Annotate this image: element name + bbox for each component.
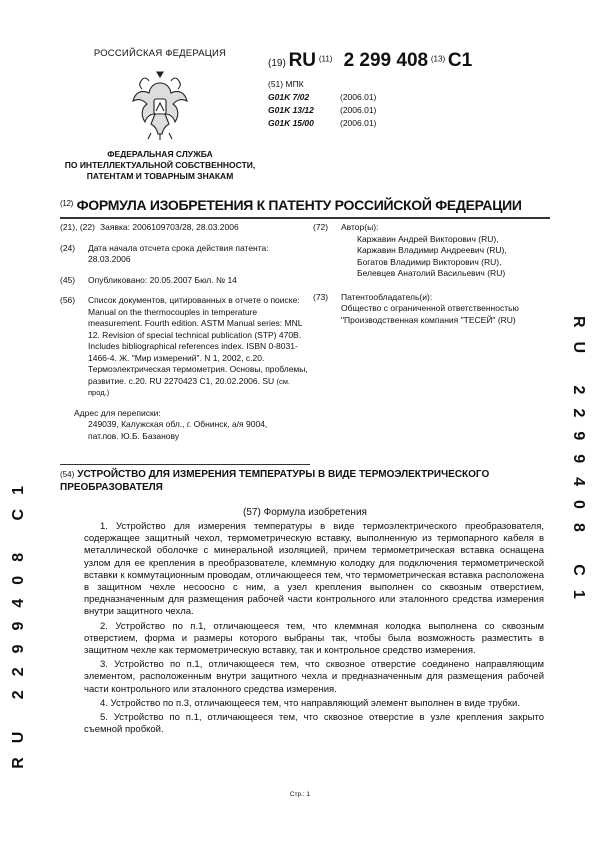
author-name: Богатов Владимир Викторович (RU), xyxy=(357,256,502,267)
claims-heading: (57) Формула изобретения xyxy=(243,507,367,518)
agency-name xyxy=(60,149,260,182)
ipc-entry: G01K 15/00 (2006.01) xyxy=(268,118,377,128)
document-title-text: ФОРМУЛА ИЗОБРЕТЕНИЯ К ПАТЕНТУ РОССИЙСКОЙ ФЕДЕРАЦИИ xyxy=(76,197,522,213)
field-code: (54) xyxy=(60,470,75,479)
address-line: пат.пов. Ю.Б. Базанову xyxy=(88,430,180,441)
ipc-entry: G01K 13/12 (2006.01) xyxy=(268,105,377,115)
patent-number: 2 299 408 xyxy=(343,50,429,71)
address-line: 249039, Калужская обл., г. Обнинск, а/я 9004, xyxy=(88,419,268,429)
author-name: Белевцев Анатолий Васильевич (RU) xyxy=(357,268,506,278)
page-number: Стр.: 1 xyxy=(289,791,311,798)
publication-date: 20.05.2007 Бюл. № 14 xyxy=(149,274,237,285)
biblio-left-column xyxy=(60,222,308,442)
invention-title-text: УСТРОЙСТВО ДЛЯ ИЗМЕРЕНИЯ ТЕМПЕРАТУРЫ В ВИДЕ ТЕРМОЭЛЕКТРИЧЕСКОГО ПРЕОБРАЗОВАТЕЛЯ xyxy=(60,469,490,493)
agency-line: ПО ИНТЕЛЛЕКТУАЛЬНОЙ СОБСТВЕННОСТИ, xyxy=(64,160,256,170)
cited-documents-text: Manual on the thermocouples in temperature measurement. Fourth edition. ASTM Manual series: MNL 12. Revision of special technical publication (STP) 470B. Includes bibliographical references index. ISBN 0-8031-1466-4. Ж. "Мир измерений". N 1, 2002, с.20. Термоэлектрическая термометрия. Основы, проблемы, развитие. с.20. RU 2270423 C1, 20.02.2006. SU xyxy=(88,306,308,386)
author-name: Каржавин Андрей Викторович (RU), xyxy=(357,233,499,244)
field-code: (51) xyxy=(268,79,284,89)
application-number: 2006109703/28, 28.03.2006 xyxy=(132,222,239,232)
claims-body xyxy=(84,521,544,738)
ipc-classification xyxy=(268,78,376,130)
divider xyxy=(60,217,550,219)
field-address: Адрес для переписки: 249039, Калужская обл., г. Обнинск, а/я 9004, пат.пов. Ю.Б. Базанову xyxy=(60,408,308,443)
document-kind: C1 xyxy=(447,50,473,71)
ipc-entry: G01K 7/02 (2006.01) xyxy=(268,92,377,102)
field-patent-holder: (73) Патентообладатель(и): Общество с ограниченной ответственностью "Производственная компания "ТЕСЕЙ" (RU) xyxy=(313,292,553,327)
claim-paragraph: 3. Устройство по п.1, отличающееся тем, что сквозное отверстие соединено направляющим элементом, расположенным внутри защитного чехла и предназначенным для размещения рабочей части контрольного или эталонного средства измерения. xyxy=(84,659,544,695)
field-code: (12) xyxy=(60,199,74,208)
coat-of-arms-emblem xyxy=(129,69,191,143)
field-code: (13) xyxy=(430,54,446,64)
country-code: RU xyxy=(288,50,317,71)
claim-paragraph: 4. Устройство по п.3, отличающееся тем, что направляющий элемент выполнен в виде трубки. xyxy=(100,697,520,709)
invention-title xyxy=(60,469,540,494)
biblio-right-column xyxy=(313,222,553,335)
claim-paragraph: 5. Устройство по п.1, отличающееся тем, что сквозное отверстие в узле крепления закрыто съемной пробкой. xyxy=(84,712,544,736)
claim-paragraph: 2. Устройство по п.1, отличающееся тем, что клеммная колодка выполнена со сквозным отверстием, форма и размеры которого выбраны так, чтобы была возможность разместить в защитном чехле как термометрическую вставку, так и контрольное средство измерения. xyxy=(84,620,544,657)
agency-line: ПАТЕНТАМ И ТОВАРНЫМ ЗНАКАМ xyxy=(86,171,234,181)
field-published: (45) Опубликовано: 20.05.2007 Бюл. № 14 xyxy=(60,274,237,285)
patent-number-line xyxy=(268,50,472,72)
field-term-start: (24) Дата начала отсчета срока действия патента: 28.03.2006 xyxy=(60,243,308,266)
field-code: (19) xyxy=(268,58,286,69)
country-name: РОССИЙСКАЯ ФЕДЕРАЦИЯ xyxy=(93,48,227,59)
side-patent-code-left: RU 2299408 C1 xyxy=(10,472,27,769)
author-name: Каржавин Владимир Андреевич (RU), xyxy=(357,245,507,255)
patent-holder-name: Общество с ограниченной ответственностью "Производственная компания "ТЕСЕЙ" (RU) xyxy=(341,303,519,325)
header-issuer xyxy=(60,48,260,182)
field-authors: (72) Автор(ы): Каржавин Андрей Викторович (RU), Каржавин Владимир Андреевич (RU), Богатов Владимир Викторович (RU), Белевцев Анатолий Васильевич (RU) xyxy=(313,222,553,280)
continued-note: (см. прод.) xyxy=(88,376,291,397)
document-title xyxy=(60,197,522,213)
field-application: (21), (22) Заявка: 2006109703/28, 28.03.2006 xyxy=(60,222,239,232)
field-code: (11) xyxy=(318,54,333,64)
claim-paragraph: 1. Устройство для измерения температуры в виде термоэлектрического преобразователя, содержащее защитный чехол, термометрическую вставку, выполненную из термопарного кабеля в металлической оболочке с минеральной изоляцией, причем термометрическая вставка оснащена узлом для ее крепления в преобразователе, клеммную колодку для подключения термометрической вставки к коммутационным проводам, отличающееся тем, что термометрическая вставка расположена в защитном чехле несоосно с ним, а узел крепления выполнен со сквозным отверстием, предназначенным для размещения рабочей части контрольного или эталонного средства измерения внутри защитного чехла. xyxy=(84,521,544,618)
term-start-date: 28.03.2006 xyxy=(88,254,131,264)
agency-line: ФЕДЕРАЛЬНАЯ СЛУЖБА xyxy=(107,149,213,159)
field-cited-documents: (56) Список документов, цитированных в отчете о поиске: Manual on the thermocouples in temperature measurement. Fourth edition. ASTM Manual series: MNL 12. Revision of special technical publication (STP) 470B. Includes bibliographical references index. ISBN 0-8031-1466-4. Ж. "Мир измерений". N 1, 2002, с.20. Термоэлектрическая термометрия. Основы, проблемы, развитие. с.20. RU 2270423 C1, 20.02.2006. SU (см. прод.) xyxy=(60,295,308,397)
divider xyxy=(60,464,310,465)
ipc-label: МПК xyxy=(285,79,304,89)
side-patent-code-right: RU 2299408 C1 xyxy=(570,316,587,613)
